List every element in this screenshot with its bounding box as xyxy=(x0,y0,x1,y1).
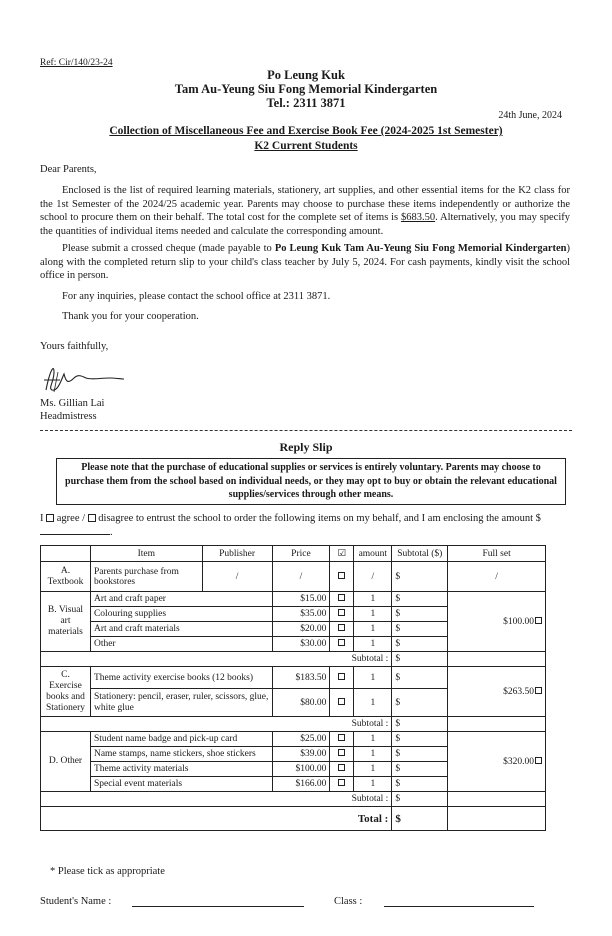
table-row: A. Textbook Parents purchase from bookstores / / / $ / xyxy=(41,562,546,592)
signatory-role: Headmistress xyxy=(40,411,97,422)
header-tick: ☑ xyxy=(330,546,354,562)
header-item: Item xyxy=(90,546,202,562)
class-field[interactable] xyxy=(384,906,534,907)
table-row: Other $30.00 1 $ xyxy=(41,637,546,652)
class-label: Class : xyxy=(334,896,363,907)
table-row: Special event materials $166.00 1 $ xyxy=(41,777,546,792)
signatory-name: Ms. Gillian Lai xyxy=(40,398,105,409)
signature xyxy=(40,360,130,396)
letter-title: Collection of Miscellaneous Fee and Exercise Book Fee (2024-2025 1st Semester) xyxy=(109,125,503,137)
tick-checkbox xyxy=(338,639,345,646)
tick-checkbox xyxy=(338,734,345,741)
header-price: Price xyxy=(272,546,330,562)
tick-checkbox xyxy=(338,572,345,579)
tick-note: * Please tick as appropriate xyxy=(50,866,165,877)
header-subtotal: Subtotal ($) xyxy=(392,546,448,562)
section-c-fullset[interactable]: $263.50 xyxy=(448,667,546,717)
tick-checkbox xyxy=(338,764,345,771)
tick-checkbox xyxy=(338,698,345,705)
total-label: Total : xyxy=(41,807,392,831)
reply-slip-title: Reply Slip xyxy=(279,440,333,454)
section-d-label: D. Other xyxy=(41,732,91,792)
table-row: Theme activity materials $100.00 1 $ xyxy=(41,762,546,777)
total-value[interactable]: $ xyxy=(392,807,448,831)
header-fullset: Full set xyxy=(448,546,546,562)
table-row: C. Exercise books and Stationery Theme activity exercise books (12 books) $183.50 1 $ $263.50 xyxy=(41,667,546,689)
paragraph-3: For any inquiries, please contact the school office at 2311 3871. xyxy=(62,291,331,302)
total-cost: $683.50 xyxy=(400,212,436,223)
paragraph-4: Thank you for your cooperation. xyxy=(62,311,199,322)
table-row: Stationery: pencil, eraser, ruler, scissors, glue, white glue $80.00 1 $ xyxy=(41,689,546,717)
section-b-fullset[interactable]: $100.00 xyxy=(448,592,546,652)
section-d-fullset[interactable]: $320.00 xyxy=(448,732,546,792)
table-row: Name stamps, name stickers, shoe stickers $39.00 1 $ xyxy=(41,747,546,762)
agreement-line: I agree / disagree to entrust the school to order the following items on my behalf, and I am enclosing the amount $. xyxy=(40,513,541,538)
school-name: Tam Au-Yeung Siu Fong Memorial Kindergarten xyxy=(174,82,438,96)
tick-checkbox xyxy=(338,673,345,680)
section-c-label: C. Exercise books and Stationery xyxy=(41,667,91,717)
tick-checkbox xyxy=(338,749,345,756)
subtotal-row: Subtotal : $ xyxy=(41,717,546,732)
tick-checkbox xyxy=(338,779,345,786)
subtotal-row: Subtotal : $ xyxy=(41,792,546,807)
payee-name: Po Leung Kuk Tam Au-Yeung Siu Fong Memorial Kindergarten xyxy=(274,243,567,254)
disagree-checkbox[interactable] xyxy=(88,514,96,522)
letter-subtitle: K2 Current Students xyxy=(254,140,358,152)
paragraph-2: Please submit a crossed cheque (made payable to Po Leung Kuk Tam Au-Yeung Siu Fong Memorial Kindergarten) along with the completed return slip to your child's class teacher by July 5, 2024. For cash payments, kindly visit the school office in person. xyxy=(40,243,571,281)
tick-checkbox xyxy=(338,609,345,616)
table-row: Art and craft materials $20.00 1 $ xyxy=(41,622,546,637)
section-a-item: Parents purchase from bookstores xyxy=(90,562,202,592)
order-table xyxy=(40,545,546,831)
total-row xyxy=(41,807,546,831)
fullset-checkbox xyxy=(535,757,542,764)
letter-date: 24th June, 2024 xyxy=(498,110,562,121)
section-b-label: B. Visual art materials xyxy=(41,592,91,652)
table-row: B. Visual art materials Art and craft paper $15.00 1 $ $100.00 xyxy=(41,592,546,607)
salutation: Dear Parents, xyxy=(40,164,97,175)
paragraph-1: Enclosed is the list of required learning materials, stationery, art supplies, and other essential items for the K2 class for the 1st Semester of the 2024/25 academic year. Parents may choose to purchase these items independently or authorize the school to procure them on their behalf. The total cost for the complete set of items is $683.50. Alternatively, you may specify the quantities of individual items needed and calculate the corresponding amount. xyxy=(40,185,570,237)
agree-checkbox[interactable] xyxy=(46,514,54,522)
header-publisher: Publisher xyxy=(202,546,272,562)
tick-checkbox xyxy=(338,594,345,601)
subtotal-row: Subtotal : $ xyxy=(41,652,546,667)
table-row: Colouring supplies $35.00 1 $ xyxy=(41,607,546,622)
closing: Yours faithfully, xyxy=(40,341,109,352)
student-name-field[interactable] xyxy=(132,906,304,907)
fullset-checkbox xyxy=(535,687,542,694)
school-tel: Tel.: 2311 3871 xyxy=(266,96,346,110)
cut-line xyxy=(40,430,572,431)
voluntary-notice: Please note that the purchase of educational supplies or services is entirely voluntary. Parents may choose to purchase them from the school based on individual needs, or they may opt to buy or obtain the relevant educational supplies/services through other means. xyxy=(56,458,566,505)
tick-checkbox xyxy=(338,624,345,631)
section-a-label: A. Textbook xyxy=(41,562,91,592)
amount-field[interactable] xyxy=(40,534,110,535)
header-amount: amount xyxy=(354,546,392,562)
org-name: Po Leung Kuk xyxy=(267,68,345,82)
table-row: D. Other Student name badge and pick-up card $25.00 1 $ $320.00 xyxy=(41,732,546,747)
student-name-label: Student's Name : xyxy=(40,896,112,907)
reference-number: Ref: Cir/140/23-24 xyxy=(40,58,113,68)
fullset-checkbox xyxy=(535,617,542,624)
table-header-row xyxy=(41,546,546,562)
